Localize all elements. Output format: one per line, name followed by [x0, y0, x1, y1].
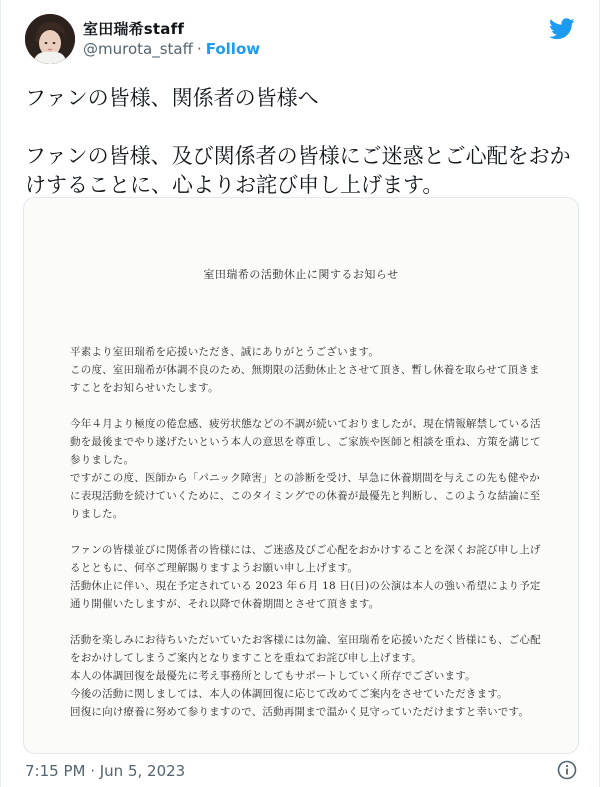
separator-dot: ·: [196, 40, 202, 58]
follow-button[interactable]: Follow: [205, 40, 261, 58]
notice-paragraph: ファンの皆様並びに関係者の皆様には、ご迷惑及びご心配をおかけすることを深くお詫び申し上げるとともに、何卒ご理解賜りますようお願い申し上げます。 活動休止に伴い、現在予定されている 2023 年６月 18 日(日)の公演は本人の強い希望により予定通り開催いたしますが、それ以降で休養期間とさせて頂きます。: [70, 544, 541, 610]
notice-paragraph: 平素より室田瑞希を応援いただき、誠にありがとうございます。 この度、室田瑞希が体調不良のため、無期限の活動休止とさせて頂き、暫し休養を取らせて頂きますことをお知らせいたします。: [70, 346, 540, 394]
user-handle[interactable]: @murota_staff: [83, 40, 193, 58]
twitter-bird-icon[interactable]: [549, 18, 575, 40]
notice-paragraph: 今年４月より極度の倦怠感、疲労状態などの不調が続いておりましたが、現在情報解禁している活動を最後までやり遂げたいという本人の意思を尊重し、ご家族や医師と相談を重ね、方策を講じて参りました。 ですがこの度、医師から「パニック障害」との診断を受け、早急に休養期間を与えこの先も健やかに表現活動を続けていくために、このタイミングでの休養が最優先と判断し、このような結論に至りました。: [70, 418, 541, 520]
info-icon[interactable]: [557, 760, 577, 780]
notice-body: [70, 343, 548, 721]
handle-row: [83, 40, 260, 58]
tweet-footer: [25, 760, 577, 784]
notice-paragraph: 活動を楽しみにお待ちいただいていたお客様には勿論、室田瑞希を応援いただく皆様にも、ご心配をおかけしてしまうご案内となりますことを重ねてお詫び申し上げます。 本人の体調回復を最優先に考え事務所としてもサポートしていく所存でございます。 今後の活動に関しましては、本人の体調回復に応じて改めてご案内をさせていただきます。 回復に向け療養に努めて参りますので、活動再開まで温かく見守っていただけますと幸いです。: [70, 634, 541, 718]
avatar[interactable]: [25, 14, 75, 64]
display-name[interactable]: 室田瑞希staff: [83, 20, 185, 38]
tweet-text: ファンの皆様、関係者の皆様へ ファンの皆様、及び関係者の皆様にご迷惑とご心配をおかけすることに、心よりお詫び申し上げます。: [25, 86, 571, 197]
tweet-timestamp[interactable]: 7:15 PM · Jun 5, 2023: [25, 762, 186, 780]
notice-title: 室田瑞希の活動休止に関するお知らせ: [203, 268, 399, 281]
attached-notice-image[interactable]: [23, 197, 579, 754]
tweet-header: [25, 14, 579, 70]
